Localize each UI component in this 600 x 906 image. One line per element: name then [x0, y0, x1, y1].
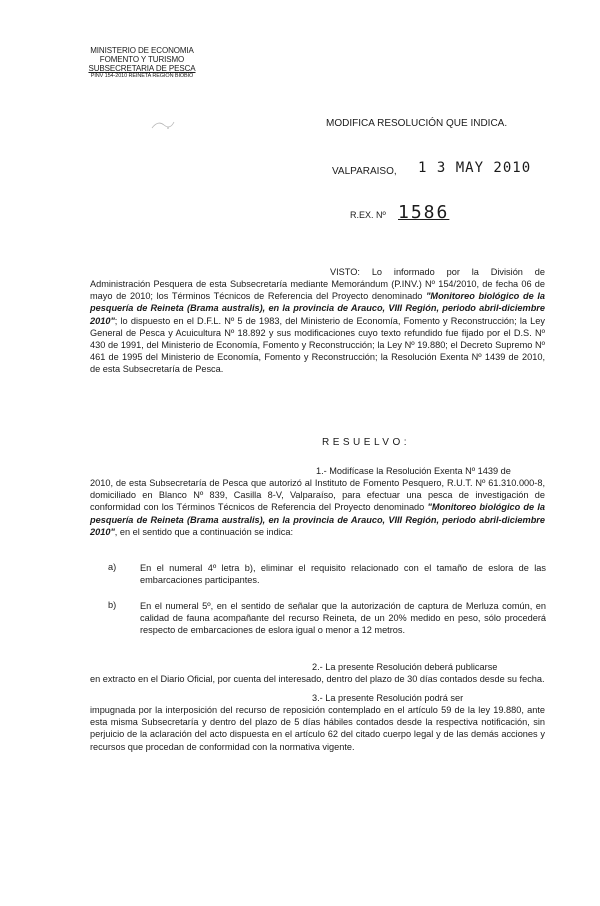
ministry-branch: FOMENTO Y TURISMO — [99, 55, 185, 64]
list-item-text: En el numeral 4º letra b), eliminar el requisito relacionado con el tamaño de eslora de las embarcaciones participantes. — [140, 563, 546, 586]
ministry-header — [62, 46, 222, 80]
document-subject: MODIFICA RESOLUCIÓN QUE INDICA. — [326, 118, 508, 129]
visto-lead: VISTO: — [330, 267, 360, 277]
issue-place: VALPARAISO, — [332, 166, 397, 177]
article-1-lead: 1.- Modifícase la Resolución Exenta Nº 1439 de — [316, 466, 511, 476]
visto-text-2: ; lo dispuesto en el D.F.L. Nº 5 de 1983, del Ministerio de Economía, Fomento y Reconstrucción; la Ley General de Pesca y Acuicultura Nº 18.892 y sus modificaciones cuyo texto refundido fue fijado por el D.S. Nº 430 de 1991, del Ministerio de Economía, Fomento y Reconstrucción; la Ley Nº 19.880; el Decreto Supremo Nº 461 de 1995 del Ministerio de Economía, Fomento y Reconstrucción; la Resolución Exenta Nº 1439 de 2010, de esta Subsecretaría de Pesca. — [90, 315, 545, 375]
list-marker: a) — [108, 562, 117, 572]
resolution-label: R.EX. Nº — [350, 210, 386, 220]
visto-paragraph — [90, 266, 545, 375]
article-2 — [90, 661, 545, 685]
article-2-lead: 2.- La presente Resolución deberá publicarse — [312, 662, 498, 672]
undersecretariat-name: SUBSECRETARIA DE PESCA — [88, 64, 196, 73]
resolution-number: 1586 — [398, 202, 450, 223]
faint-stamp-mark — [150, 118, 176, 132]
visto-project-title: "Monitoreo biológico de la pesquería de Reineta (Brama australis), en la provincia de Arauco, VIII Región, periodo abril-diciembre 2010" — [90, 291, 545, 326]
article-3-lead: 3.- La presente Resolución podrá ser — [312, 693, 464, 703]
article-1-text-1: 2010, de esta Subsecretaría de Pesca que autorizó al Instituto de Fomento Pesquero, R.U.T. Nº 61.310.000-8, domiciliado en Blanco Nº 839, Casilla 8-V, Valparaíso, para efectuar una pesca de investigación de conformidad con los Términos Técnicos de Referencia del Proyecto denominado — [90, 478, 545, 513]
ministry-name: MINISTERIO DE ECONOMIA — [90, 46, 194, 55]
resuelvo-heading: RESUELVO: — [322, 437, 410, 448]
list-marker: b) — [108, 600, 117, 610]
article-3 — [90, 692, 545, 753]
list-item-text: En el numeral 5º, en el sentido de señalar que la autorización de captura de Merluza común, en calidad de fauna acompañante del recurso Reineta, de un 20% medido en peso, sólo procederá respecto de embarcaciones de eslora igual o menor a 12 metros. — [140, 601, 546, 636]
article-1-text-2: , en el sentido que a continuación se indica: — [114, 526, 294, 537]
issue-date-stamp: 1 3 MAY 2010 — [418, 160, 532, 176]
visto-text-1: Lo informado por la División de Administración Pesquera de esta Subsecretaría mediante Memorándum (P.INV.) Nº 154/2010, de fecha 06 de mayo de 2010; los Términos Técnicos de Referencia del Proyecto denominado — [90, 267, 545, 302]
article-1-project-title: "Monitoreo biológico de la pesquería de Reineta (Brama australis), en la provincia de Arauco, VIII Región, periodo abril-diciembre 2010" — [90, 502, 546, 537]
article-2-text: en extracto en el Diario Oficial, por cuenta del interesado, dentro del plazo de 30 días contados desde su fecha. — [90, 674, 545, 685]
article-3-text: impugnada por la interposición del recurso de reposición contemplado en el artículo 59 de la ley 19.880, ante esta misma Subsecretaría y dentro del plazo de 5 días hábiles contados desde la respectiva notificación, sin perjuicio de la aclaración del acto dispuesta en el artículo 62 del citado cuerpo legal y de las demás acciones y recursos que procedan de conformidad con la normativa vigente. — [90, 705, 545, 752]
article-1 — [90, 465, 545, 538]
file-reference: PINV 154-2010 REINETA REGION BIOBIO — [90, 73, 194, 79]
